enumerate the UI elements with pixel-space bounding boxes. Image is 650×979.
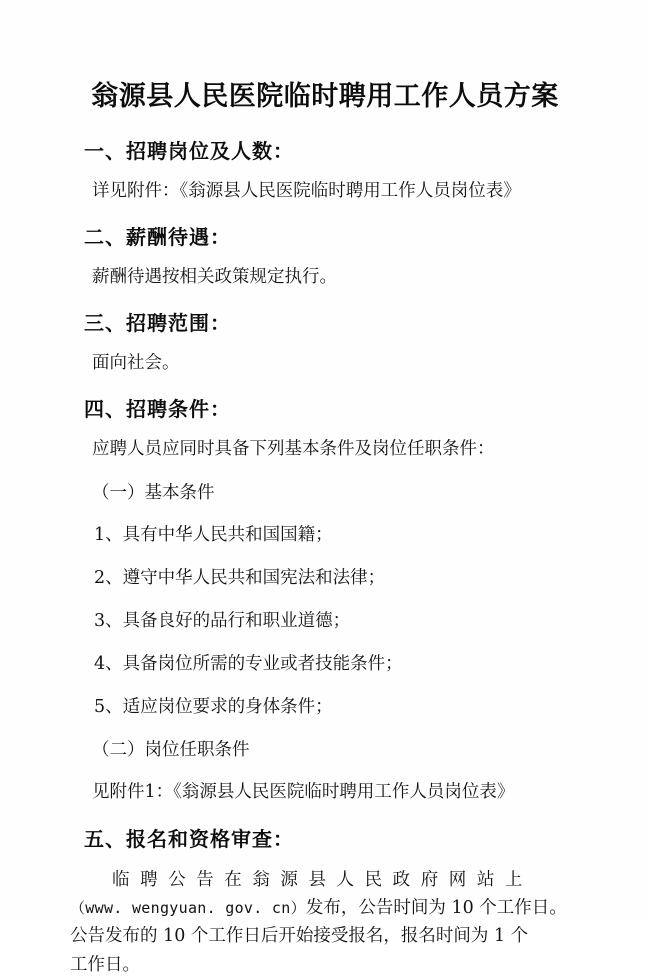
section-conditions bbox=[48, 393, 602, 806]
registration-line-1: 临 聘 公 告 在 翁 源 县 人 民 政 府 网 站 上 bbox=[112, 869, 525, 890]
subsection-label: （一）基本条件 bbox=[92, 482, 215, 503]
section-heading: 二、薪酬待遇： bbox=[84, 225, 231, 250]
registration-line-4: 工作日。 bbox=[70, 954, 140, 975]
section-heading: 五、报名和资格审查： bbox=[84, 826, 294, 851]
list-item: 5、适应岗位要求的身体条件； bbox=[94, 697, 333, 718]
registration-line-2: 发布，公告时间为 10 个工作日。 bbox=[305, 897, 567, 918]
section-heading: 一、招聘岗位及人数： bbox=[84, 139, 294, 163]
section-paragraph: 应聘人员应同时具备下列基本条件及岗位任职条件： bbox=[92, 439, 495, 460]
section-paragraph: 详见附件：《翁源县人民医院临时聘用工作人员岗位表》 bbox=[92, 181, 521, 201]
section-registration bbox=[48, 823, 602, 979]
section-scope bbox=[48, 307, 602, 377]
list-item: 1、具有中华人民共和国国籍； bbox=[94, 524, 333, 545]
section-paragraph: 见附件1：《翁源县人民医院临时聘用工作人员岗位表》 bbox=[92, 782, 515, 803]
page-title: 翁源县人民医院临时聘用工作人员方案 bbox=[91, 81, 559, 112]
section-heading: 三、招聘范围： bbox=[84, 311, 231, 336]
section-paragraph: 面向社会。 bbox=[92, 353, 180, 374]
section-paragraph: 薪酬待遇按相关政策规定执行。 bbox=[92, 267, 337, 288]
registration-body bbox=[48, 866, 602, 979]
registration-line-3: 公告发布的 10 个工作日后开始接受报名，报名时间为 1 个 bbox=[70, 926, 529, 947]
list-item: 3、具备良好的品行和职业道德； bbox=[94, 610, 351, 631]
list-item: 4、具备岗位所需的专业或者技能条件； bbox=[94, 654, 403, 674]
section-recruitment-positions bbox=[48, 135, 602, 205]
section-salary bbox=[48, 221, 602, 291]
subsection-label: （二）岗位任职条件 bbox=[92, 740, 250, 761]
government-website-url: （www. wengyuan. gov. cn） bbox=[70, 898, 306, 917]
section-heading: 四、招聘条件： bbox=[84, 397, 231, 422]
list-item: 2、遵守中华人民共和国宪法和法律； bbox=[94, 567, 386, 588]
